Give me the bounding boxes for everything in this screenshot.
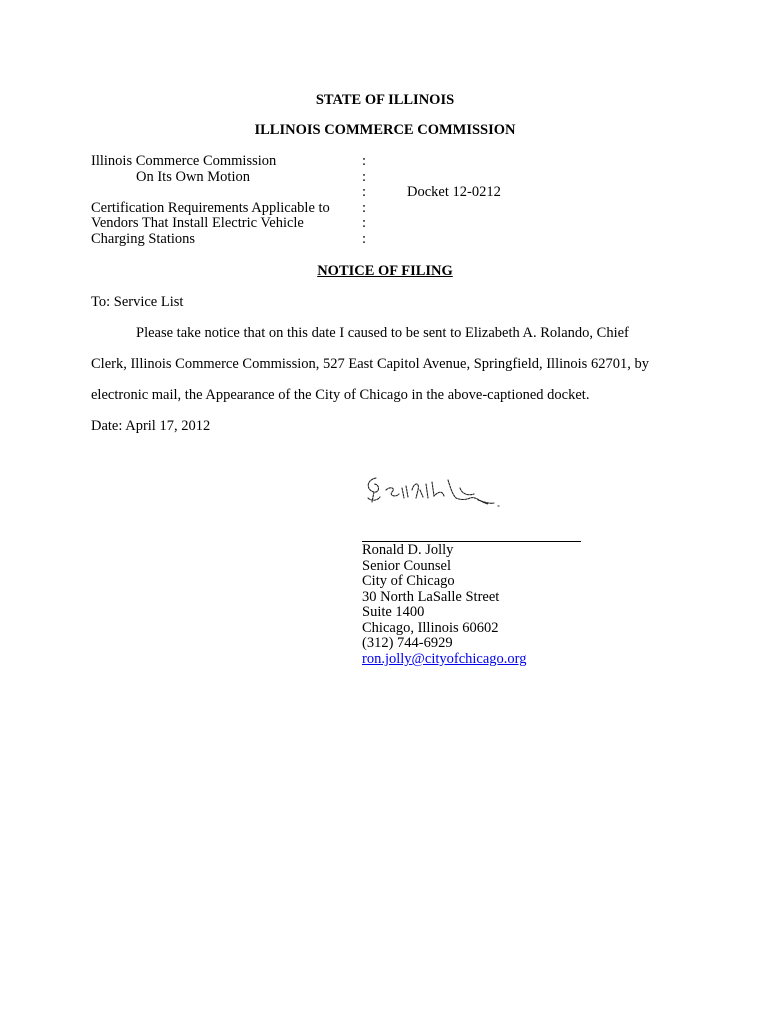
docket-number: Docket 12-0212 (407, 184, 501, 200)
signer-organization: City of Chicago (362, 573, 455, 589)
caption-subject-line2: Vendors That Install Electric Vehicle (91, 215, 304, 231)
caption-colon: : (362, 200, 367, 216)
signer-title: Senior Counsel (362, 558, 452, 574)
notice-paragraph-line1: Please take notice that on this date I caused to be sent to Elizabeth A. Rolando, Chief (136, 325, 629, 341)
caption-subject-line3: Charging Stations (91, 231, 196, 247)
document-header-commission: ILLINOIS COMMERCE COMMISSION (254, 122, 516, 138)
notice-heading: NOTICE OF FILING (317, 263, 453, 279)
filing-date: Date: April 17, 2012 (91, 418, 211, 434)
signer-address-line1: 30 North LaSalle Street (362, 589, 500, 605)
caption-party-line2: On Its Own Motion (136, 169, 250, 185)
notice-paragraph-line3: electronic mail, the Appearance of the City of Chicago in the above-captioned docket. (91, 387, 590, 403)
signer-address-line2: Suite 1400 (362, 604, 425, 620)
signer-phone: (312) 744-6929 (362, 635, 453, 651)
signer-city: Chicago, Illinois 60602 (362, 620, 499, 636)
notice-paragraph-line2: Clerk, Illinois Commerce Commission, 527 East Capitol Avenue, Springfield, Illinois 62701, by (91, 356, 649, 372)
caption-subject-line1: Certification Requirements Applicable to (91, 200, 330, 216)
signer-name: Ronald D. Jolly (362, 542, 454, 558)
handwritten-signature (362, 470, 512, 520)
caption-colon: : (362, 184, 367, 200)
caption-colon: : (362, 215, 367, 231)
service-list-line: To: Service List (91, 294, 184, 310)
caption-party-line1: Illinois Commerce Commission (91, 153, 277, 169)
caption-colon: : (362, 231, 367, 247)
signer-email-link[interactable]: ron.jolly@cityofchicago.org (362, 651, 527, 667)
caption-colon: : (362, 153, 367, 169)
document-header-state: STATE OF ILLINOIS (315, 92, 455, 108)
caption-colon: : (362, 169, 367, 185)
